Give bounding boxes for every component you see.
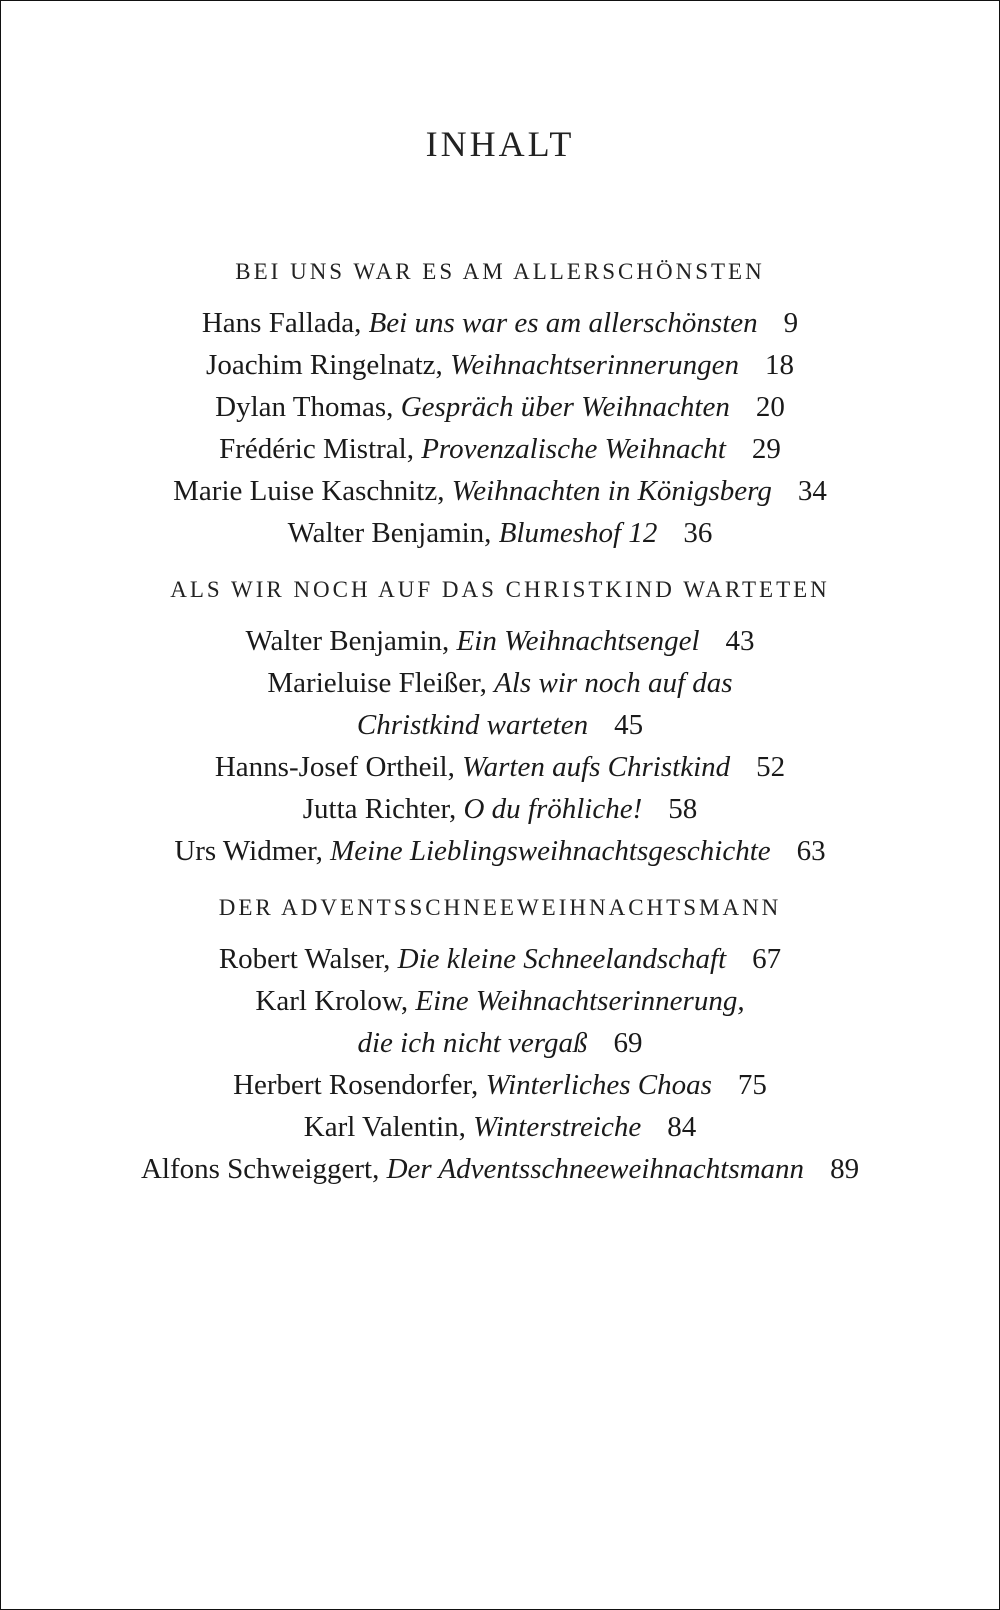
entry-author: Frédéric Mistral, xyxy=(219,433,414,465)
toc-entry xyxy=(1,620,999,662)
entry-author: Hanns-Josef Ortheil, xyxy=(214,751,455,783)
entry-author: Herbert Rosendorfer, xyxy=(233,1069,479,1101)
entry-author: Karl Krolow, xyxy=(255,985,409,1017)
entry-page: 67 xyxy=(752,943,782,975)
entry-work: Gespräch über Weihnachten xyxy=(400,391,730,423)
entry-page: 84 xyxy=(667,1111,697,1143)
entry-page: 69 xyxy=(613,1027,643,1059)
entry-page: 45 xyxy=(614,709,644,741)
entry-author: Urs Widmer, xyxy=(174,835,323,867)
entry-work: Winterstreiche xyxy=(473,1111,642,1143)
toc-entry-continuation xyxy=(1,704,999,746)
entry-author: Walter Benjamin, xyxy=(287,517,492,549)
toc-entry xyxy=(1,344,999,386)
entry-work: die ich nicht vergaß xyxy=(357,1027,588,1059)
entry-work: Der Adventsschneeweihnachtsmann xyxy=(386,1153,805,1185)
entry-author: Jutta Richter, xyxy=(302,793,457,825)
section-gap xyxy=(1,554,999,574)
entry-author: Walter Benjamin, xyxy=(245,625,450,657)
entry-work: O du fröhliche! xyxy=(463,793,643,825)
toc-entry-continuation xyxy=(1,1022,999,1064)
toc-entry xyxy=(1,428,999,470)
toc-entry xyxy=(1,302,999,344)
toc-entry xyxy=(1,788,999,830)
section-gap xyxy=(1,872,999,892)
section-entries xyxy=(1,620,999,872)
entry-page: 58 xyxy=(668,793,698,825)
toc-entry xyxy=(1,1106,999,1148)
toc-entry xyxy=(1,830,999,872)
entry-page: 18 xyxy=(764,349,794,381)
entry-author: Marieluise Fleißer, xyxy=(267,667,487,699)
entry-page: 75 xyxy=(737,1069,767,1101)
section-heading: BEI UNS WAR ES AM ALLERSCHÖNSTEN xyxy=(235,259,765,284)
section-entries xyxy=(1,302,999,554)
toc-entry xyxy=(1,1064,999,1106)
entry-work: Meine Lieblingsweihnachtsgeschichte xyxy=(330,835,771,867)
entry-work: Provenzalische Weihnacht xyxy=(421,433,726,465)
entry-work: Die kleine Schneelandschaft xyxy=(397,943,727,975)
entry-work: Warten aufs Christkind xyxy=(462,751,731,783)
entry-work: Winterliches Choas xyxy=(485,1069,712,1101)
entry-page: 89 xyxy=(830,1153,860,1185)
toc-section xyxy=(1,574,999,872)
page-title: INHALT xyxy=(425,124,575,164)
entry-page: 63 xyxy=(796,835,826,867)
toc-entry xyxy=(1,386,999,428)
entry-work: Bei uns war es am allerschönsten xyxy=(368,307,758,339)
toc-entry xyxy=(1,746,999,788)
section-heading: ALS WIR NOCH AUF DAS CHRISTKIND WARTETEN xyxy=(170,577,830,602)
entry-work: Blumeshof 12 xyxy=(498,517,658,549)
toc-entry xyxy=(1,938,999,980)
entry-author: Dylan Thomas, xyxy=(215,391,394,423)
entry-work: Christkind warteten xyxy=(356,709,589,741)
entry-work: Weihnachtserinnerungen xyxy=(450,349,739,381)
section-heading: DER ADVENTSSCHNEEWEIHNACHTSMANN xyxy=(218,895,782,920)
entry-author: Robert Walser, xyxy=(218,943,391,975)
entry-page: 34 xyxy=(797,475,827,507)
toc-section xyxy=(1,892,999,1190)
entry-author: Hans Fallada, xyxy=(201,307,362,339)
toc-entry xyxy=(1,980,999,1022)
toc-section xyxy=(1,256,999,554)
entry-author: Karl Valentin, xyxy=(303,1111,466,1143)
toc-entry xyxy=(1,470,999,512)
entry-work: Eine Weihnachtserinnerung, xyxy=(415,985,745,1017)
entry-author: Marie Luise Kaschnitz, xyxy=(173,475,445,507)
toc-entry xyxy=(1,1148,999,1190)
toc-entry xyxy=(1,512,999,554)
toc-entry xyxy=(1,662,999,704)
section-entries xyxy=(1,938,999,1190)
entry-page: 52 xyxy=(756,751,786,783)
entry-page: 9 xyxy=(783,307,799,339)
entry-page: 29 xyxy=(751,433,781,465)
entry-work: Weihnachten in Königsberg xyxy=(451,475,772,507)
entry-page: 20 xyxy=(755,391,785,423)
entry-work: Ein Weihnachtsengel xyxy=(456,625,700,657)
entry-author: Alfons Schweiggert, xyxy=(140,1153,380,1185)
entry-page: 36 xyxy=(683,517,713,549)
table-of-contents xyxy=(1,256,999,1190)
entry-work: Als wir noch auf das xyxy=(494,667,733,699)
entry-page: 43 xyxy=(725,625,755,657)
entry-author: Joachim Ringelnatz, xyxy=(206,349,443,381)
